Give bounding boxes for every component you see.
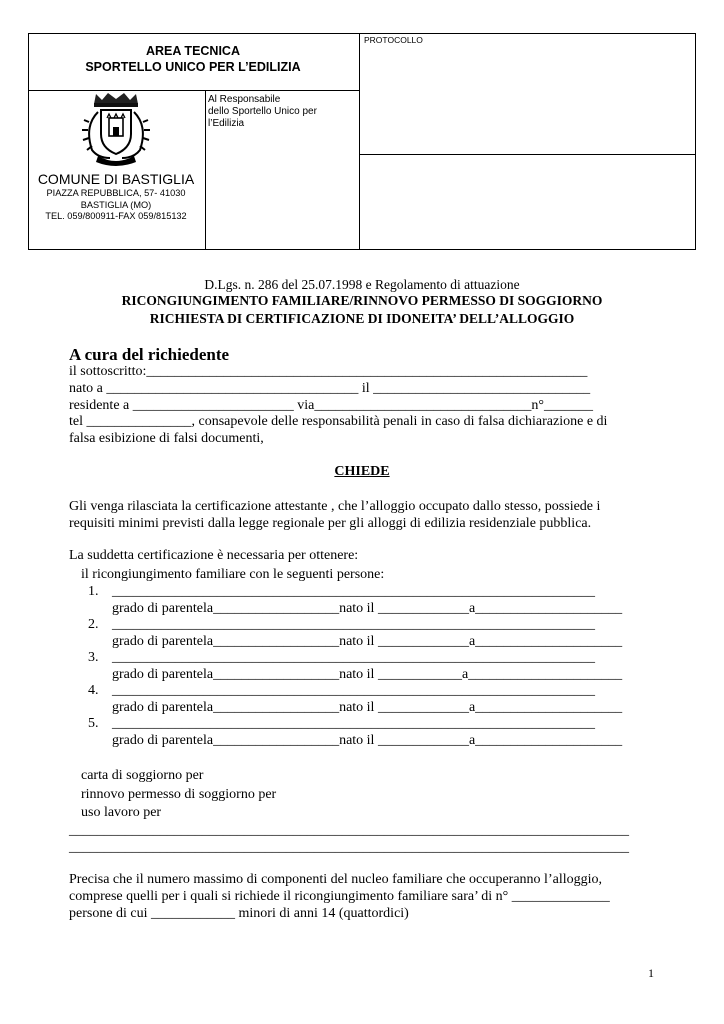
person-name-field[interactable]: _____________________________________________________________________ xyxy=(112,716,595,731)
person-number: 3. xyxy=(88,650,99,665)
header-divider xyxy=(205,90,206,249)
address-line: PIAZZA REPUBBLICA, 57- 41030 xyxy=(46,188,186,198)
person-number: 2. xyxy=(88,617,99,632)
person-name-field[interactable]: _____________________________________________________________________ xyxy=(112,617,595,632)
person-detail-field[interactable]: grado di parentela__________________nato il ____________a______________________ xyxy=(112,667,623,682)
request-text: Gli venga rilasciata la certificazione attestante , che l’alloggio occupato dallo stesso, possiede i xyxy=(69,499,601,514)
header-divider xyxy=(359,154,695,155)
person-name-field[interactable]: _____________________________________________________________________ xyxy=(112,683,595,698)
person-number: 5. xyxy=(88,716,99,731)
section-heading: A cura del richiedente xyxy=(69,345,230,364)
area-tecnica-title xyxy=(28,43,358,75)
declaration-text: falsa esibizione di falsi documenti, xyxy=(69,431,264,446)
blank-line-field[interactable]: ________________________________________________________________________________ xyxy=(69,840,629,855)
reunification-intro: il ricongiungimento familiare con le seguenti persone: xyxy=(81,567,385,582)
blank-line-field[interactable]: ________________________________________________________________________________ xyxy=(69,823,629,838)
option-carta-soggiorno: carta di soggiorno per xyxy=(81,768,204,783)
recipient-line: dello Sportello Unico per xyxy=(208,106,317,117)
chiede-heading: CHIEDE xyxy=(334,464,390,479)
recipient-line: l’Edilizia xyxy=(208,118,245,129)
person-detail-field[interactable]: grado di parentela__________________nato il _____________a_____________________ xyxy=(112,601,623,616)
header-divider xyxy=(359,34,360,249)
person-name-field[interactable]: _____________________________________________________________________ xyxy=(112,584,595,599)
person-detail-field[interactable]: grado di parentela__________________nato il _____________a_____________________ xyxy=(112,733,623,748)
recipient-block xyxy=(208,94,317,130)
protocollo-label: PROTOCOLLO xyxy=(364,35,423,45)
comune-name: COMUNE DI BASTIGLIA xyxy=(37,171,195,187)
area-title-line: AREA TECNICA xyxy=(146,44,240,58)
birth-field[interactable]: nato a ____________________________________ il _______________________________ xyxy=(69,381,591,396)
comune-address xyxy=(28,188,204,223)
address-line: BASTIGLIA (MO) xyxy=(80,199,152,210)
form-subtitle: RICHIESTA DI CERTIFICAZIONE DI IDONEITA’ DELL’ALLOGGIO xyxy=(149,311,575,326)
person-detail-field[interactable]: grado di parentela__________________nato il _____________a_____________________ xyxy=(112,634,623,649)
minors-count-field[interactable]: persone di cui ____________ minori di anni 14 (quattordici) xyxy=(69,906,409,921)
area-title-line: SPORTELLO UNICO PER L’EDILIZIA xyxy=(85,60,301,74)
address-line: TEL. 059/800911-FAX 059/815132 xyxy=(45,211,187,221)
household-count-field[interactable]: comprese quelli per i quali si richiede il ricongiungimento familiare sara’ di n° ______________ xyxy=(69,889,610,904)
purpose-intro: La suddetta certificazione è necessaria per ottenere: xyxy=(69,548,359,563)
phone-field[interactable]: tel _______________, consapevole delle responsabilità penali in caso di falsa dichiarazione e di xyxy=(69,414,608,429)
person-detail-field[interactable]: grado di parentela__________________nato il _____________a_____________________ xyxy=(112,700,623,715)
residence-field[interactable]: residente a _______________________ via_______________________________n°_______ xyxy=(69,398,593,413)
option-uso-lavoro: uso lavoro per xyxy=(81,805,162,820)
recipient-line: Al Responsabile xyxy=(208,94,281,105)
person-number: 1. xyxy=(88,584,99,599)
person-number: 4. xyxy=(88,683,99,698)
sottoscritto-field[interactable]: il sottoscritto:_______________________________________________________________ xyxy=(69,364,588,379)
request-text: requisiti minimi previsti dalla legge regionale per gli alloggi di edilizia residenziale pubblica. xyxy=(69,516,592,531)
municipal-crest-icon xyxy=(76,92,156,168)
option-rinnovo-permesso: rinnovo permesso di soggiorno per xyxy=(81,787,277,802)
household-text: Precisa che il numero massimo di componenti del nucleo familiare che occuperanno l’alloggio, xyxy=(69,872,602,887)
form-title: RICONGIUNGIMENTO FAMILIARE/RINNOVO PERMESSO DI SOGGIORNO xyxy=(121,293,603,308)
page-number: 1 xyxy=(648,966,654,980)
header-divider xyxy=(29,90,359,91)
person-name-field[interactable]: _____________________________________________________________________ xyxy=(112,650,595,665)
decree-reference: D.Lgs. n. 286 del 25.07.1998 e Regolamento di attuazione xyxy=(204,277,520,292)
